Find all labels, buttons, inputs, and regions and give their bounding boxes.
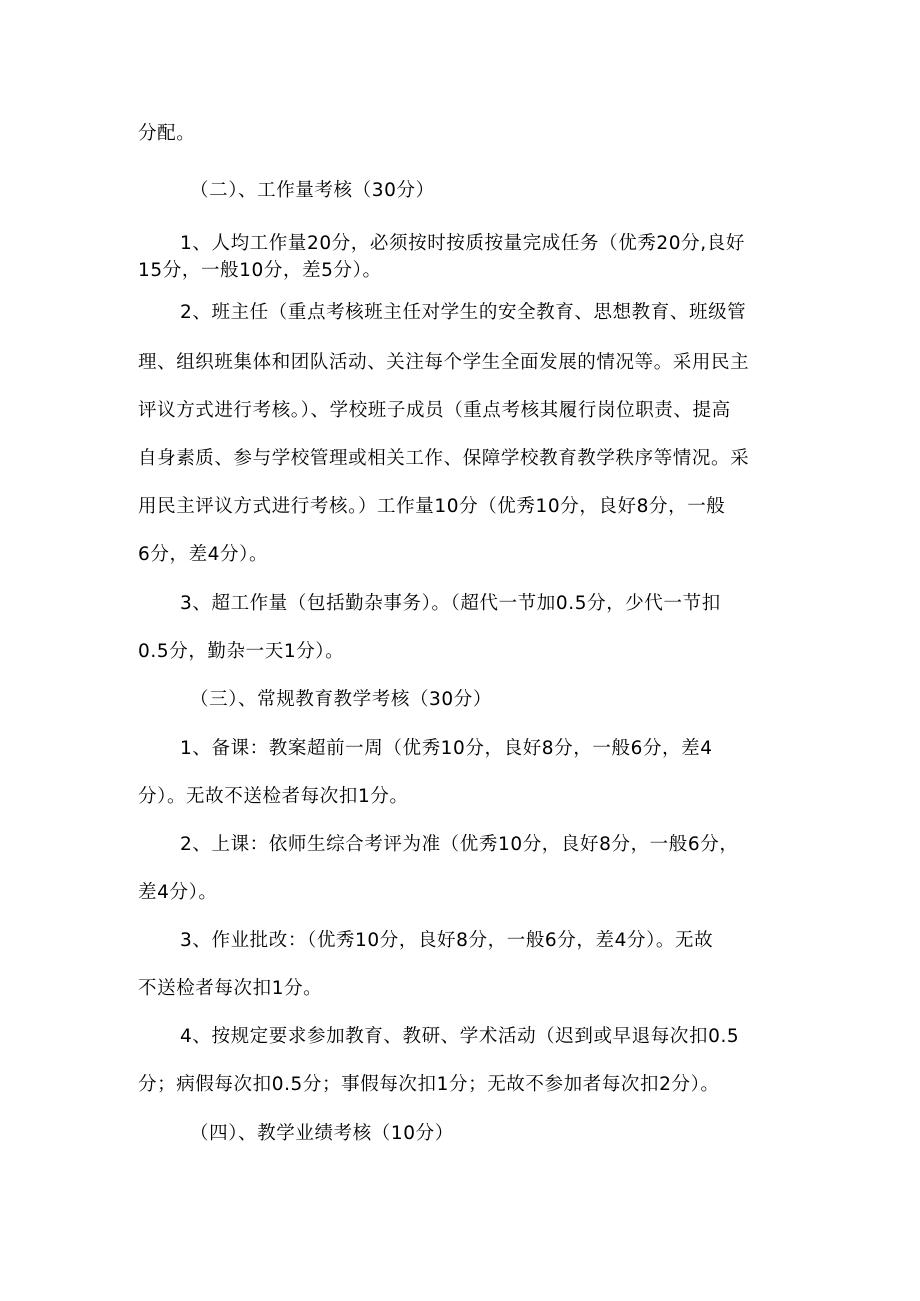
text-line: 3、作业批改：（优秀10分，良好8分，一般6分，差4分）。无故 [180, 930, 714, 951]
section-heading: （三）、常规教育教学考核（30分） [190, 689, 492, 710]
text-line: 分）。无故不送检者每次扣1分。 [138, 786, 409, 807]
text-line: 0.5分，勤杂一天1分）。 [138, 641, 345, 662]
section-heading: （二）、工作量考核（30分） [190, 180, 435, 201]
text-line: 用民主评议方式进行考核。）工作量10分（优秀10分，良好8分，一般 [138, 496, 726, 517]
text-line: 不送检者每次扣1分。 [138, 978, 323, 999]
text-line: 自身素质、参与学校管理或相关工作、保障学校教育教学秩序等情况。采 [138, 448, 750, 469]
text-line: 分；病假每次扣0.5分；事假每次扣1分；无故不参加者每次扣2分）。 [138, 1074, 720, 1095]
text-line: 1、备课：教案超前一周（优秀10分，良好8分，一般6分，差4 [180, 738, 713, 759]
text-line: 评议方式进行考核。）、学校班子成员（重点考核其履行岗位职责、提高 [138, 400, 731, 421]
text-line: 6分，差4分）。 [138, 544, 269, 565]
text-line: 1、人均工作量20分，必须按时按质按量完成任务（优秀20分,良好 [180, 233, 745, 254]
text-line: 理、组织班集体和团队活动、关注每个学生全面发展的情况等。采用民主 [138, 352, 750, 373]
text-line: 2、班主任（重点考核班主任对学生的安全教育、思想教育、班级管 [180, 302, 747, 323]
text-line: 差4分）。 [138, 882, 218, 903]
text-line: 2、上课：依师生综合考评为准（优秀10分，良好8分，一般6分， [180, 834, 739, 855]
text-line: 分配。 [138, 123, 196, 144]
text-line: 3、超工作量（包括勤杂事务）。（超代一节加0.5分，少代一节扣 [180, 593, 721, 614]
text-line: 4、按规定要求参加教育、教研、学术活动（迟到或早退每次扣0.5 [180, 1026, 740, 1047]
text-line: 15分，一般10分，差5分）。 [138, 260, 382, 281]
section-heading: （四）、教学业绩考核（10分） [190, 1123, 454, 1144]
